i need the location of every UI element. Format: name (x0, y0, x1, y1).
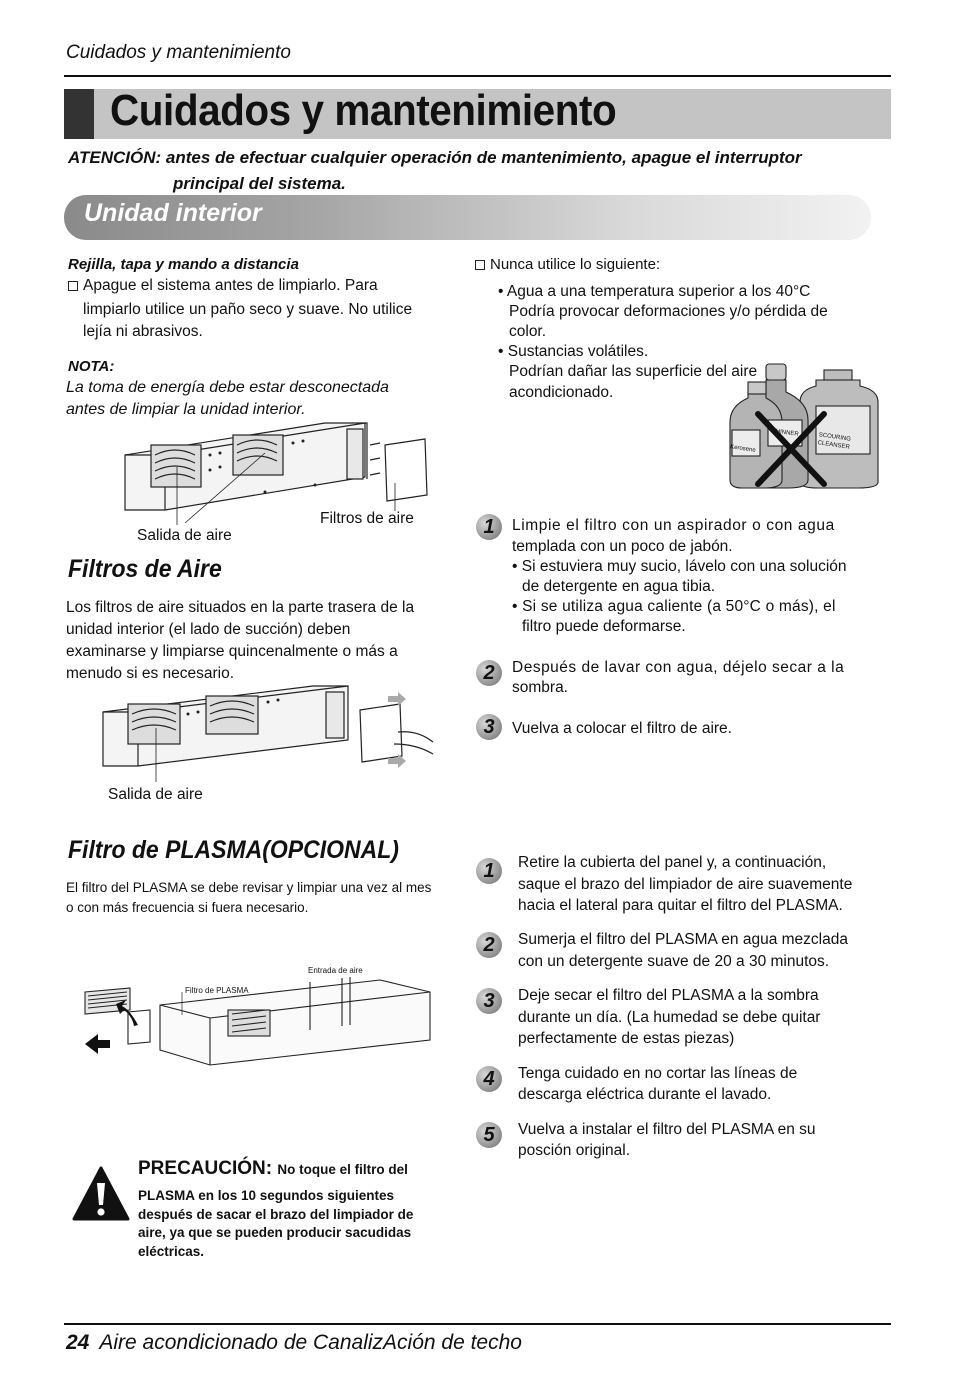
filter-step-1-line-1: Limpie el filtro con un aspirador o con agua (512, 517, 835, 534)
rejilla-line-1: Apague el sistema antes de limpiarlo. Para (68, 275, 378, 297)
page-title: Cuidados y mantenimiento (110, 86, 617, 135)
plasma-step-3-line-2: durante un día. (La humedad se debe quitar (518, 1009, 821, 1026)
nota-heading: NOTA: (68, 358, 115, 375)
nunca-b2-line-2: Podrían dañar las superficie del aire (509, 363, 758, 380)
plasma-step-number-4: 4 (476, 1066, 502, 1092)
plasma-step-4-line-1: Tenga cuidado en no cortar las líneas de (518, 1065, 798, 1082)
plasma-step-5-line-1: Vuelva a instalar el filtro del PLASMA en su (518, 1121, 816, 1138)
plasma-step-4-line-2: descarga eléctrica durante el lavado. (518, 1086, 772, 1103)
indoor-unit-diagram (115, 415, 445, 525)
filter-step-1-line-2: templada con un poco de jabón. (512, 538, 733, 555)
plasma-heading: Filtro de PLASMA(OPCIONAL) (68, 836, 399, 864)
section-title: Unidad interior (84, 199, 262, 227)
caution-body: PLASMA en los 10 segundos siguientes después de sacar el brazo del limpiador de aire, ya que se pueden producir sacudidas eléctricas. (138, 1188, 414, 1259)
banner-block (64, 89, 94, 139)
filter-removal-diagram (98, 682, 438, 782)
plasma-step-2-line-1: Sumerja el filtro del PLASMA en agua mezclada (518, 931, 848, 948)
warning-icon (72, 1165, 130, 1223)
plasma-step-1-line-2: saque el brazo del limpiador de aire suavemente (518, 876, 853, 893)
rejilla-line-2: limpiarlo utilice un paño seco y suave. No utilice (83, 301, 413, 318)
checkbox-icon (68, 281, 78, 291)
nunca-b2-line-1: • Sustancias volátiles. (498, 343, 649, 360)
checkbox-icon (475, 260, 485, 270)
bottle-label-thinner: THINNER (771, 428, 799, 438)
nota-line-1: La toma de energía debe estar desconectada (66, 379, 389, 396)
bottle-label-scouring: SCOURING CLEANSER (817, 432, 852, 451)
filter-step-1-bullet-2: • Si se utiliza agua caliente (a 50°C o más), el (512, 598, 836, 615)
plasma-step-5-line-2: posción original. (518, 1142, 631, 1159)
nunca-heading: Nunca utilice lo siguiente: (475, 254, 660, 276)
step-number-3: 3 (476, 714, 502, 740)
running-header: Cuidados y mantenimiento (66, 42, 291, 63)
footer-title: Aire acondicionado de CanalizAción de techo (99, 1331, 522, 1354)
filtros-heading: Filtros de Aire (68, 555, 222, 583)
nunca-b2-line-3: acondicionado. (509, 384, 614, 401)
rejilla-line-3: lejía ni abrasivos. (83, 323, 203, 340)
filter-step-3-line-1: Vuelva a colocar el filtro de aire. (512, 720, 732, 737)
plasma-step-number-1: 1 (476, 858, 502, 884)
filter-step-1-bullet-2b: filtro puede deformarse. (522, 618, 686, 635)
bottle-label-kerosene: Kerosene (729, 444, 756, 454)
rejilla-heading: Rejilla, tapa y mando a distancia (68, 256, 299, 273)
nota-line-2: antes de limpiar la unidad interior. (66, 401, 306, 418)
footer-rule (64, 1323, 891, 1325)
step-number-1: 1 (476, 514, 502, 540)
plasma-step-number-3: 3 (476, 988, 502, 1014)
filter-step-2-line-2: sombra. (512, 679, 568, 696)
attention-note (68, 145, 876, 197)
caution-title: PRECAUCIÓN: No toque el filtro del (138, 1158, 408, 1179)
diagram1-label-filters: Filtros de aire (320, 510, 414, 527)
filtros-line-2: unidad interior (el lado de succión) deben (66, 621, 351, 638)
attention-line-2: principal del sistema. (173, 174, 346, 193)
nunca-b1-line-3: color. (509, 323, 547, 340)
diagram2-label-outlet: Salida de aire (108, 786, 203, 803)
bottles-illustration (728, 362, 888, 490)
filtros-line-1: Los filtros de aire situados en la parte trasera de la (66, 599, 415, 616)
plasma-step-number-5: 5 (476, 1122, 502, 1148)
step-number-2: 2 (476, 660, 502, 686)
plasma-line-1: El filtro del PLASMA se debe revisar y limpiar una vez al mes (66, 880, 432, 895)
plasma-label-filter: Filtro de PLASMA (185, 986, 249, 995)
diagram1-label-outlet: Salida de aire (137, 527, 232, 544)
header-rule (64, 75, 891, 77)
plasma-label-inlet: Entrada de aire (308, 966, 363, 975)
nunca-b1-line-1: • Agua a una temperatura superior a los 40°C (498, 283, 811, 300)
plasma-line-2: o con más frecuencia si fuera necesario. (66, 900, 309, 915)
page-footer (66, 1331, 522, 1355)
filter-step-1-bullet-1b: de detergente en agua tibia. (522, 578, 716, 595)
plasma-step-1-line-3: hacia el lateral para quitar el filtro del PLASMA. (518, 897, 843, 914)
page-number: 24 (66, 1331, 90, 1354)
filtros-line-4: menudo si es necesario. (66, 665, 235, 682)
plasma-step-3-line-3: perfectamente de estas piezas) (518, 1030, 735, 1047)
filter-step-1-bullet-1: • Si estuviera muy sucio, lávelo con una solución (512, 558, 847, 575)
plasma-step-1-line-1: Retire la cubierta del panel y, a continuación, (518, 854, 827, 871)
nunca-b1-line-2: Podría provocar deformaciones y/o pérdida de (509, 303, 828, 320)
plasma-step-number-2: 2 (476, 932, 502, 958)
filter-step-2-line-1: Después de lavar con agua, déjelo secar a la (512, 659, 845, 676)
plasma-step-2-line-2: con un detergente suave de 20 a 30 minutos. (518, 953, 830, 970)
filtros-line-3: examinarse y limpiarse quincenalmente o más a (66, 643, 398, 660)
plasma-filter-diagram (80, 970, 450, 1065)
plasma-step-3-line-1: Deje secar el filtro del PLASMA a la sombra (518, 987, 819, 1004)
attention-line-1: ATENCIÓN: antes de efectuar cualquier operación de mantenimiento, apague el interruptor (68, 148, 802, 167)
